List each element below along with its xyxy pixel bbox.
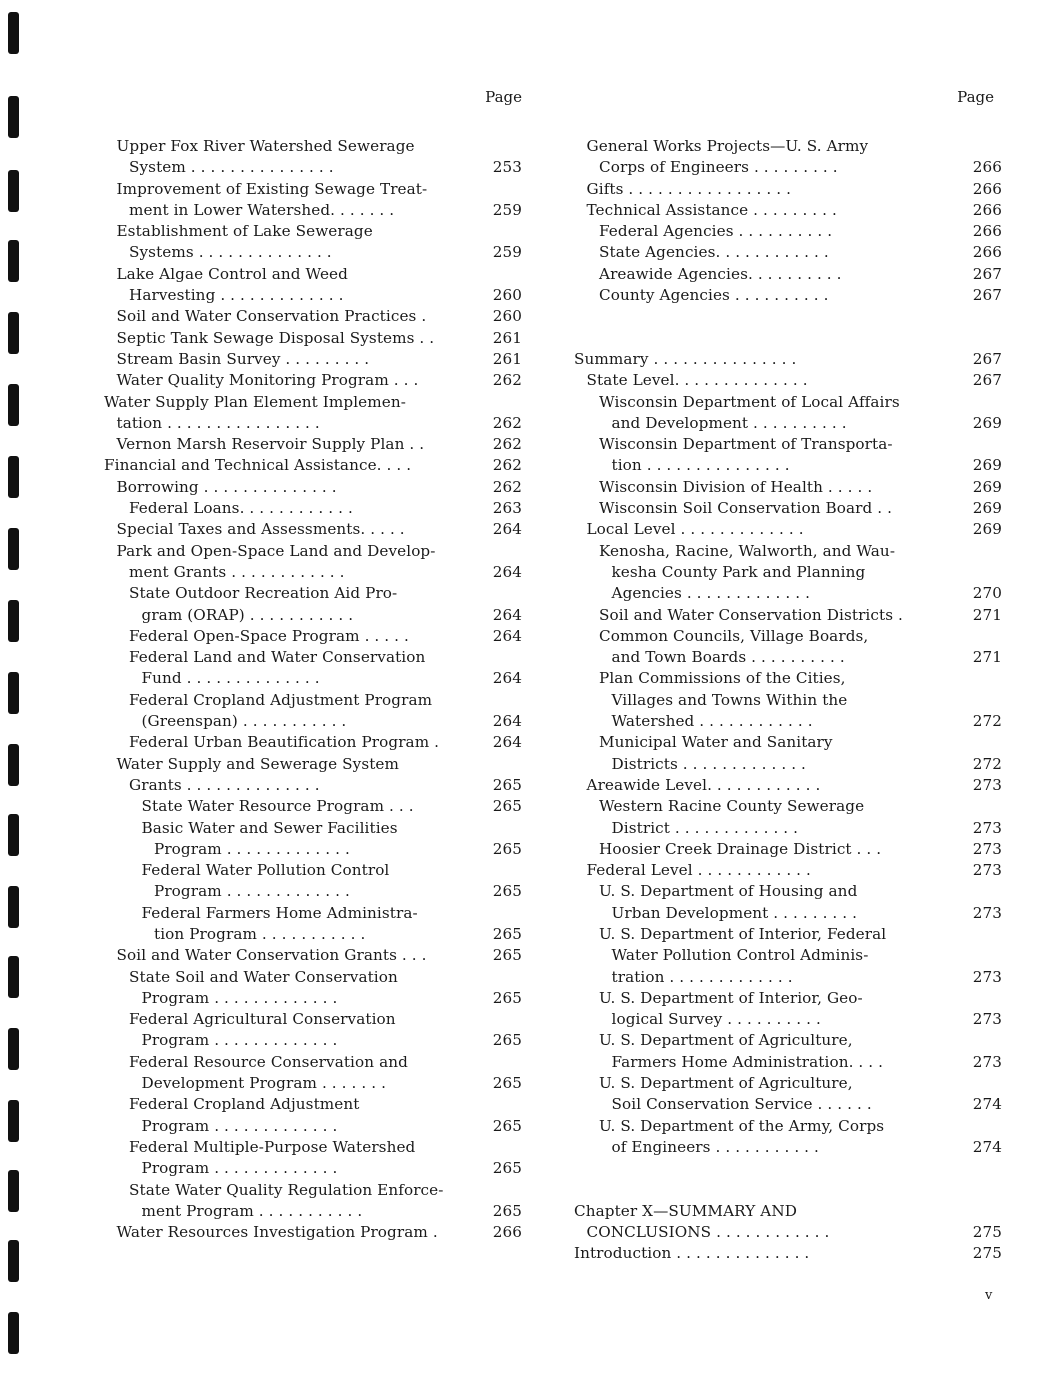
toc-entry (98, 988, 530, 1009)
toc-entry (570, 541, 1002, 562)
binding-mark (8, 814, 19, 856)
toc-entry-page-number: 271 (972, 648, 1002, 667)
toc-entry (570, 136, 1002, 157)
toc-entry-title: Development Program . . . . . . . (141, 1074, 387, 1093)
binding-mark (8, 456, 19, 498)
toc-entry-title: State Agencies. . . . . . . . . . . . (599, 243, 829, 262)
toc-entry-title: Western Racine County Sewerage (599, 797, 865, 816)
toc-entry-title: Villages and Towns Within the (611, 690, 848, 709)
toc-entry-page-number: 264 (492, 520, 522, 539)
toc-entry-page-number: 273 (972, 1010, 1002, 1029)
toc-entry-title: Water Supply and Sewerage System (116, 754, 400, 773)
toc-entry (98, 179, 530, 200)
toc-entry-title: Kenosha, Racine, Walworth, and Wau- (599, 541, 896, 560)
toc-entry-page-number: 265 (492, 946, 522, 965)
toc-entry-page-number: 264 (492, 669, 522, 688)
binding-mark (8, 528, 19, 570)
toc-entry (570, 455, 1002, 476)
toc-entry-page-number: 269 (972, 477, 1002, 496)
toc-entry-page-number: 273 (972, 818, 1002, 837)
toc-entry-title: U. S. Department of Interior, Geo- (599, 988, 863, 1007)
toc-entry-title: Soil and Water Conservation Districts . (599, 605, 903, 624)
toc-entry-title: (Greenspan) . . . . . . . . . . . (141, 712, 347, 731)
toc-entries (570, 136, 1002, 1265)
toc-entry-title: Wisconsin Division of Health . . . . . (599, 477, 873, 496)
binding-mark (8, 1312, 19, 1354)
toc-entry-title: Water Supply Plan Element Implemen- (104, 392, 406, 411)
toc-entry-title: Federal Agencies . . . . . . . . . . (599, 222, 833, 241)
toc-entry (98, 647, 530, 668)
toc-entry-page-number: 265 (492, 1116, 522, 1135)
toc-entry-title: Harvesting . . . . . . . . . . . . . (129, 286, 344, 305)
toc-entry (98, 434, 530, 455)
toc-entry (98, 242, 530, 263)
toc-entry (570, 860, 1002, 881)
toc-entry (570, 881, 1002, 902)
toc-entry-page-number: 273 (972, 839, 1002, 858)
toc-entry (98, 349, 530, 370)
toc-entry-title: Stream Basin Survey . . . . . . . . . (116, 349, 370, 368)
toc-entry-title: Establishment of Lake Sewerage (116, 222, 373, 241)
toc-entry-page-number: 261 (492, 328, 522, 347)
toc-entry-title: County Agencies . . . . . . . . . . (599, 286, 829, 305)
toc-entry (98, 455, 530, 476)
toc-entry-title: Federal Resource Conservation and (129, 1052, 408, 1071)
toc-entry (98, 392, 530, 413)
toc-entry (98, 1052, 530, 1073)
toc-entry-page-number: 267 (972, 286, 1002, 305)
binding-mark (8, 312, 19, 354)
toc-entry-page-number: 271 (972, 605, 1002, 624)
toc-entry-title: Farmers Home Administration. . . . (611, 1052, 884, 1071)
toc-entry (98, 370, 530, 391)
toc-entry-title: ment in Lower Watershed. . . . . . . (129, 200, 395, 219)
toc-entry-title: U. S. Department of the Army, Corps (599, 1116, 885, 1135)
toc-entry (98, 754, 530, 775)
toc-entry-title: tation . . . . . . . . . . . . . . . . (116, 413, 320, 432)
toc-entry-page-number: 269 (972, 413, 1002, 432)
toc-entry-page-number: 267 (972, 264, 1002, 283)
toc-entry (570, 945, 1002, 966)
toc-entry-title: Program . . . . . . . . . . . . . (141, 1031, 338, 1050)
toc-entry (570, 242, 1002, 263)
toc-entry (98, 413, 530, 434)
toc-entry-title: Lake Algae Control and Weed (116, 264, 348, 283)
toc-entry-page-number: 265 (492, 775, 522, 794)
toc-entry-title: Summary . . . . . . . . . . . . . . . (574, 349, 797, 368)
toc-entry-page-number: 265 (492, 797, 522, 816)
toc-entry-title: Water Pollution Control Adminis- (611, 946, 869, 965)
toc-entry-title: Federal Water Pollution Control (141, 861, 390, 880)
binding-mark (8, 1170, 19, 1212)
page-column-header: Page (485, 88, 522, 106)
toc-entry-page-number: 266 (972, 222, 1002, 241)
toc-entry (570, 647, 1002, 668)
toc-entry (98, 562, 530, 583)
toc-entry (98, 1094, 530, 1115)
toc-entry (98, 818, 530, 839)
toc-entry (570, 732, 1002, 753)
toc-entry-title: Grants . . . . . . . . . . . . . . (129, 775, 320, 794)
toc-entry (570, 1030, 1002, 1051)
toc-entry (98, 519, 530, 540)
toc-entry-title: State Soil and Water Conservation (129, 967, 398, 986)
toc-entry-page-number: 272 (972, 712, 1002, 731)
toc-entry (570, 967, 1002, 988)
toc-entry-title: Systems . . . . . . . . . . . . . . (129, 243, 332, 262)
binding-mark (8, 672, 19, 714)
toc-entry-page-number: 264 (492, 712, 522, 731)
toc-entry-page-number: 262 (492, 413, 522, 432)
toc-entry (98, 285, 530, 306)
toc-entry-title: gram (ORAP) . . . . . . . . . . . (141, 605, 354, 624)
toc-entry-title: General Works Projects—U. S. Army (586, 137, 869, 155)
toc-entry-title: Basic Water and Sewer Facilities (141, 818, 398, 837)
toc-entry (570, 1073, 1002, 1094)
toc-entry (98, 328, 530, 349)
toc-entry (570, 519, 1002, 540)
binding-margin-marks (8, 0, 22, 1379)
toc-entry-page-number: 260 (492, 307, 522, 326)
toc-entry (570, 157, 1002, 178)
toc-entry-title: Upper Fox River Watershed Sewerage (116, 137, 415, 155)
toc-entry (570, 818, 1002, 839)
toc-spacer (570, 328, 1002, 349)
toc-entry (98, 306, 530, 327)
toc-entry-page-number: 262 (492, 456, 522, 475)
toc-entry-page-number: 265 (492, 839, 522, 858)
toc-entry (98, 1030, 530, 1051)
toc-entry-page-number: 275 (972, 1223, 1002, 1242)
toc-entry (98, 1137, 530, 1158)
toc-entry (98, 221, 530, 242)
toc-entry-title: Chapter X—SUMMARY AND (574, 1201, 797, 1220)
binding-mark (8, 170, 19, 212)
toc-entry (98, 860, 530, 881)
toc-entry (570, 370, 1002, 391)
toc-entry-page-number: 262 (492, 371, 522, 390)
toc-entry-page-number: 270 (972, 584, 1002, 603)
toc-entry-title: Program . . . . . . . . . . . . . (141, 988, 338, 1007)
toc-entry-title: U. S. Department of Housing and (599, 882, 858, 901)
toc-entry-page-number: 273 (972, 1052, 1002, 1071)
binding-mark (8, 1028, 19, 1070)
toc-entry (570, 775, 1002, 796)
toc-entry (570, 626, 1002, 647)
toc-entry-title: Wisconsin Department of Local Affairs (599, 392, 900, 411)
toc-entry-page-number: 259 (492, 200, 522, 219)
toc-entry-title: Soil Conservation Service . . . . . . (611, 1095, 872, 1114)
toc-entry-title: CONCLUSIONS . . . . . . . . . . . . (586, 1223, 830, 1242)
toc-entry-title: District . . . . . . . . . . . . . (611, 818, 799, 837)
toc-entry (98, 690, 530, 711)
binding-mark (8, 744, 19, 786)
toc-entry-title: Soil and Water Conservation Practices . (116, 307, 427, 326)
toc-entry-title: Program . . . . . . . . . . . . . (141, 1116, 338, 1135)
page-column-header: Page (957, 88, 994, 106)
toc-entry-title: Technical Assistance . . . . . . . . . (586, 200, 837, 219)
toc-entry (570, 200, 1002, 221)
toc-entry-page-number: 260 (492, 286, 522, 305)
toc-entry-title: Borrowing . . . . . . . . . . . . . . (116, 477, 337, 496)
toc-entry-title: and Town Boards . . . . . . . . . . (611, 648, 845, 667)
toc-entry-page-number: 261 (492, 349, 522, 368)
binding-mark (8, 886, 19, 928)
toc-entry (570, 668, 1002, 689)
toc-entry-title: Areawide Agencies. . . . . . . . . . (599, 264, 842, 283)
toc-entry-title: Park and Open-Space Land and Develop- (116, 541, 436, 560)
binding-mark (8, 240, 19, 282)
toc-entry (98, 1158, 530, 1179)
toc-entry-page-number: 275 (972, 1244, 1002, 1263)
toc-entry (98, 924, 530, 945)
toc-entry-title: Corps of Engineers . . . . . . . . . (599, 158, 838, 177)
toc-entry (98, 136, 530, 157)
toc-entry-title: ment Program . . . . . . . . . . . (141, 1201, 363, 1220)
toc-entry-title: Water Resources Investigation Program . (116, 1223, 438, 1242)
toc-entry (98, 626, 530, 647)
toc-entry-title: Program . . . . . . . . . . . . . (141, 1159, 338, 1178)
toc-entry-page-number: 269 (972, 499, 1002, 518)
toc-entry (570, 1052, 1002, 1073)
page-number: v (985, 1288, 993, 1303)
toc-entry (98, 605, 530, 626)
toc-entry (98, 1116, 530, 1137)
toc-entry (570, 562, 1002, 583)
toc-entry-title: Soil and Water Conservation Grants . . . (116, 946, 427, 965)
toc-entry (570, 583, 1002, 604)
toc-entry (570, 903, 1002, 924)
toc-entry-title: ment Grants . . . . . . . . . . . . (129, 562, 345, 581)
toc-entry-title: State Level. . . . . . . . . . . . . . (586, 371, 808, 390)
toc-entry (570, 924, 1002, 945)
toc-entry-title: Hoosier Creek Drainage District . . . (599, 839, 882, 858)
toc-entry (98, 1073, 530, 1094)
toc-entry-title: tration . . . . . . . . . . . . . (611, 967, 793, 986)
toc-entry (570, 988, 1002, 1009)
toc-entry-title: Watershed . . . . . . . . . . . . (611, 712, 813, 731)
toc-entry-page-number: 262 (492, 477, 522, 496)
toc-entry-page-number: 269 (972, 456, 1002, 475)
toc-entry-title: Federal Urban Beautification Program . (129, 733, 440, 752)
toc-entry (570, 179, 1002, 200)
toc-spacer (570, 1180, 1002, 1201)
toc-entry-title: U. S. Department of Agriculture, (599, 1031, 853, 1050)
toc-entry (570, 392, 1002, 413)
toc-entry-title: and Development . . . . . . . . . . (611, 413, 847, 432)
toc-entry (98, 839, 530, 860)
toc-entry-page-number: 264 (492, 605, 522, 624)
toc-entry (98, 157, 530, 178)
toc-entry (98, 775, 530, 796)
toc-entry (98, 732, 530, 753)
binding-mark (8, 1240, 19, 1282)
toc-entry-title: Federal Land and Water Conservation (129, 648, 426, 667)
toc-entry-title: Municipal Water and Sanitary (599, 733, 833, 752)
toc-entry (570, 1116, 1002, 1137)
toc-entry-page-number: 266 (972, 243, 1002, 262)
toc-entry-page-number: 274 (972, 1095, 1002, 1114)
toc-entry-title: Federal Farmers Home Administra- (141, 903, 418, 922)
toc-entry (98, 1009, 530, 1030)
toc-entry (98, 1201, 530, 1222)
toc-entry-page-number: 265 (492, 1201, 522, 1220)
toc-entry-title: Program . . . . . . . . . . . . . (154, 882, 350, 901)
toc-entry (570, 1243, 1002, 1264)
toc-entry-page-number: 253 (492, 158, 522, 177)
toc-entry (98, 881, 530, 902)
toc-entry (570, 434, 1002, 455)
toc-entry-title: Agencies . . . . . . . . . . . . . (611, 584, 811, 603)
toc-entry (98, 796, 530, 817)
toc-entry-page-number: 273 (972, 903, 1002, 922)
toc-entry (570, 477, 1002, 498)
binding-mark (8, 384, 19, 426)
toc-entry-page-number: 266 (972, 179, 1002, 198)
toc-entry-page-number: 274 (972, 1137, 1002, 1156)
toc-entry-page-number: 273 (972, 967, 1002, 986)
toc-entry (570, 1201, 1002, 1222)
toc-entry (570, 1094, 1002, 1115)
toc-entry-title: Vernon Marsh Reservoir Supply Plan . . (116, 435, 425, 454)
toc-entry-page-number: 269 (972, 520, 1002, 539)
toc-entry-title: kesha County Park and Planning (611, 562, 866, 581)
toc-entry (98, 1180, 530, 1201)
toc-entry-title: Districts . . . . . . . . . . . . . (611, 754, 806, 773)
toc-entry-title: State Water Quality Regulation Enforce- (129, 1180, 444, 1199)
toc-entry-page-number: 265 (492, 1159, 522, 1178)
toc-entry-title: Urban Development . . . . . . . . . (611, 903, 858, 922)
toc-entry (98, 264, 530, 285)
toc-entry (98, 945, 530, 966)
toc-entry-title: Water Quality Monitoring Program . . . (116, 371, 419, 390)
toc-entry-title: Federal Loans. . . . . . . . . . . . (129, 499, 353, 518)
toc-entry (98, 967, 530, 988)
toc-entry-title: Federal Level . . . . . . . . . . . . (586, 861, 811, 880)
toc-entry-page-number: 267 (972, 371, 1002, 390)
toc-entry-page-number: 273 (972, 775, 1002, 794)
toc-entry (98, 200, 530, 221)
toc-entry-title: Federal Open-Space Program . . . . . (129, 626, 409, 645)
toc-entry-title: Financial and Technical Assistance. . . . (104, 456, 412, 475)
toc-entry-title: Wisconsin Department of Transporta- (599, 435, 893, 454)
toc-entry-title: U. S. Department of Interior, Federal (599, 924, 887, 943)
toc-entry-title: Federal Multiple-Purpose Watershed (129, 1137, 416, 1156)
toc-entry-title: tion Program . . . . . . . . . . . (154, 924, 366, 943)
toc-entry-title: Introduction . . . . . . . . . . . . . . (574, 1244, 810, 1263)
toc-entry-page-number: 264 (492, 562, 522, 581)
toc-entry (570, 285, 1002, 306)
toc-entry-title: Improvement of Existing Sewage Treat- (116, 179, 428, 198)
binding-mark (8, 1100, 19, 1142)
toc-entry-title: Fund . . . . . . . . . . . . . . (141, 669, 320, 688)
toc-entry (570, 413, 1002, 434)
toc-entry-page-number: 265 (492, 924, 522, 943)
toc-entry-page-number: 265 (492, 988, 522, 1007)
toc-entry-title: System . . . . . . . . . . . . . . . (129, 158, 334, 177)
toc-entry (570, 498, 1002, 519)
toc-entry (570, 711, 1002, 732)
toc-entry-page-number: 266 (972, 200, 1002, 219)
binding-mark (8, 12, 19, 54)
toc-entry-page-number: 267 (972, 349, 1002, 368)
toc-entry (570, 221, 1002, 242)
toc-entry-page-number: 265 (492, 1074, 522, 1093)
toc-entry-title: of Engineers . . . . . . . . . . . (611, 1137, 819, 1156)
toc-entry (570, 349, 1002, 370)
toc-entry-title: Areawide Level. . . . . . . . . . . . (586, 775, 821, 794)
toc-entry-title: Program . . . . . . . . . . . . . (154, 839, 350, 858)
binding-mark (8, 956, 19, 998)
toc-spacer (570, 306, 1002, 327)
toc-entry-title: State Outdoor Recreation Aid Pro- (129, 584, 398, 603)
toc-entry-title: Special Taxes and Assessments. . . . . (116, 520, 405, 539)
toc-entry-title: Federal Cropland Adjustment Program (129, 690, 433, 709)
binding-mark (8, 96, 19, 138)
binding-mark (8, 600, 19, 642)
toc-entry-page-number: 264 (492, 733, 522, 752)
toc-entry-title: Federal Cropland Adjustment (129, 1095, 360, 1114)
toc-entry (98, 1222, 530, 1243)
toc-entry-title: State Water Resource Program . . . (141, 797, 414, 816)
toc-entry-title: Septic Tank Sewage Disposal Systems . . (116, 328, 435, 347)
toc-entry-page-number: 265 (492, 882, 522, 901)
toc-entry-title: Wisconsin Soil Conservation Board . . (599, 499, 893, 518)
toc-entry-page-number: 266 (492, 1223, 522, 1242)
toc-entry-page-number: 273 (972, 861, 1002, 880)
toc-entry (570, 839, 1002, 860)
toc-entry-title: Local Level . . . . . . . . . . . . . (586, 520, 804, 539)
toc-entry-title: Common Councils, Village Boards, (599, 626, 869, 645)
toc-entry-title: Gifts . . . . . . . . . . . . . . . . . (586, 179, 792, 198)
toc-entry (570, 754, 1002, 775)
toc-entry-title: U. S. Department of Agriculture, (599, 1074, 853, 1093)
toc-entry (98, 903, 530, 924)
toc-entries (98, 136, 530, 1243)
toc-entry (98, 711, 530, 732)
toc-entry-title: tion . . . . . . . . . . . . . . . (611, 456, 790, 475)
toc-entry (570, 690, 1002, 711)
toc-entry-page-number: 264 (492, 626, 522, 645)
toc-entry (570, 796, 1002, 817)
toc-entry-page-number: 265 (492, 1031, 522, 1050)
toc-entry-page-number: 272 (972, 754, 1002, 773)
toc-entry-page-number: 262 (492, 435, 522, 454)
toc-entry-page-number: 259 (492, 243, 522, 262)
toc-entry (98, 541, 530, 562)
toc-entry (98, 477, 530, 498)
toc-entry (98, 668, 530, 689)
toc-entry (570, 1009, 1002, 1030)
toc-entry-title: logical Survey . . . . . . . . . . (611, 1010, 821, 1029)
toc-entry-page-number: 266 (972, 158, 1002, 177)
toc-entry-page-number: 263 (492, 499, 522, 518)
toc-entry (570, 1222, 1002, 1243)
toc-entry (570, 264, 1002, 285)
toc-entry-title: Plan Commissions of the Cities, (599, 669, 846, 688)
toc-entry-title: Federal Agricultural Conservation (129, 1010, 396, 1029)
toc-entry (98, 498, 530, 519)
toc-entry (570, 1137, 1002, 1158)
toc-entry (570, 605, 1002, 626)
toc-entry (98, 583, 530, 604)
toc-spacer (570, 1158, 1002, 1179)
